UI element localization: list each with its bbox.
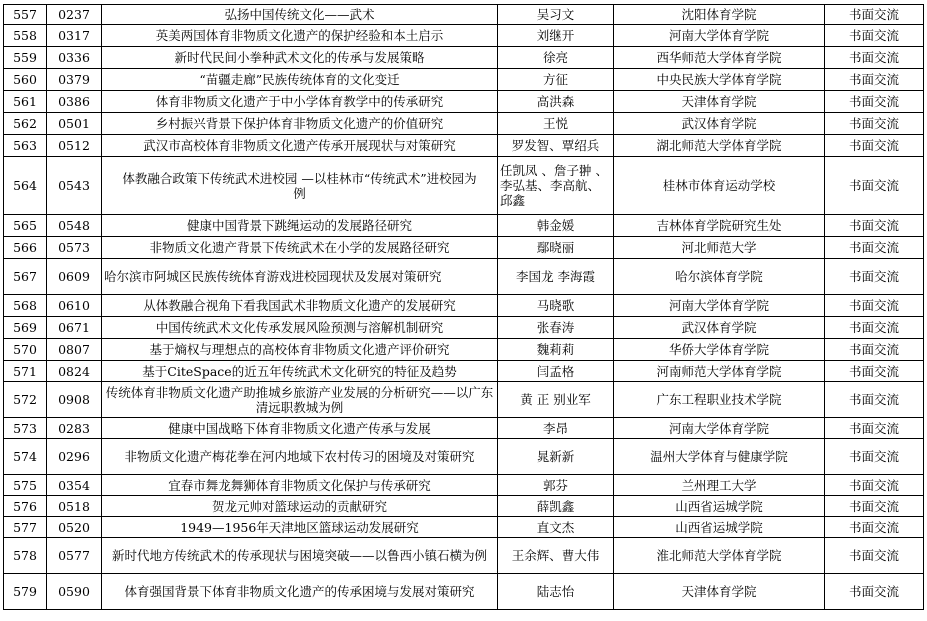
paper-title: 英美两国体育非物质文化遗产的保护经验和本土启示 — [102, 25, 498, 47]
paper-code: 0317 — [47, 25, 102, 47]
paper-author: 薛凯鑫 — [498, 496, 614, 517]
paper-code: 0577 — [47, 538, 102, 574]
row-number: 570 — [4, 339, 47, 361]
presentation-type: 书面交流 — [825, 5, 924, 25]
row-number: 558 — [4, 25, 47, 47]
paper-title: 非物质文化遗产梅花拳在河内地域下农村传习的困境及对策研究 — [102, 439, 498, 475]
paper-code: 0807 — [47, 339, 102, 361]
presentation-type: 书面交流 — [825, 361, 924, 382]
presentation-type: 书面交流 — [825, 157, 924, 215]
paper-author: 刘继开 — [498, 25, 614, 47]
paper-author: 高洪森 — [498, 91, 614, 113]
presentation-type: 书面交流 — [825, 259, 924, 295]
paper-title: 从体教融合视角下看我国武术非物质文化遗产的发展研究 — [102, 295, 498, 317]
paper-code: 0590 — [47, 574, 102, 610]
paper-code: 0548 — [47, 215, 102, 237]
paper-code: 0336 — [47, 47, 102, 69]
row-number: 566 — [4, 237, 47, 259]
table-row — [4, 91, 924, 113]
table-row — [4, 237, 924, 259]
presentation-type: 书面交流 — [825, 382, 924, 418]
presentation-type: 书面交流 — [825, 475, 924, 496]
paper-title: 弘扬中国传统文化——武术 — [102, 5, 498, 25]
paper-code: 0908 — [47, 382, 102, 418]
table-row — [4, 259, 924, 295]
row-number: 562 — [4, 113, 47, 135]
row-number: 561 — [4, 91, 47, 113]
table-row — [4, 215, 924, 237]
paper-author: 鄢晓丽 — [498, 237, 614, 259]
presentation-type: 书面交流 — [825, 574, 924, 610]
paper-code: 0610 — [47, 295, 102, 317]
presentation-type: 书面交流 — [825, 91, 924, 113]
author-unit: 河南大学体育学院 — [614, 295, 825, 317]
table-row — [4, 517, 924, 538]
paper-code: 0543 — [47, 157, 102, 215]
row-number: 559 — [4, 47, 47, 69]
row-number: 572 — [4, 382, 47, 418]
paper-title: 非物质文化遗产背景下传统武术在小学的发展路径研究 — [102, 237, 498, 259]
presentation-type: 书面交流 — [825, 339, 924, 361]
author-unit: 湖北师范大学体育学院 — [614, 135, 825, 157]
paper-title: 武汉市高校体育非物质文化遗产传承开展现状与对策研究 — [102, 135, 498, 157]
row-number: 576 — [4, 496, 47, 517]
presentation-type: 书面交流 — [825, 439, 924, 475]
row-number: 579 — [4, 574, 47, 610]
author-unit: 武汉体育学院 — [614, 317, 825, 339]
paper-code: 0518 — [47, 496, 102, 517]
paper-author: 吴习文 — [498, 5, 614, 25]
paper-title: 体教融合政策下传统武术进校园 —以桂林市“传统武术”进校园为例 — [102, 157, 498, 215]
table-row — [4, 418, 924, 439]
paper-title: 贺龙元帅对篮球运动的贡献研究 — [102, 496, 498, 517]
paper-author: 韩金媛 — [498, 215, 614, 237]
paper-code: 0609 — [47, 259, 102, 295]
row-number: 569 — [4, 317, 47, 339]
paper-title: 健康中国战略下体育非物质文化遗产传承与发展 — [102, 418, 498, 439]
paper-code: 0512 — [47, 135, 102, 157]
author-unit: 河南大学体育学院 — [614, 25, 825, 47]
paper-title: 乡村振兴背景下保护体育非物质文化遗产的价值研究 — [102, 113, 498, 135]
paper-list-table — [3, 4, 924, 610]
paper-title: 1949—1956年天津地区篮球运动发展研究 — [102, 517, 498, 538]
table-row — [4, 157, 924, 215]
row-number: 560 — [4, 69, 47, 91]
table-row — [4, 113, 924, 135]
table-row — [4, 574, 924, 610]
author-unit: 温州大学体育与健康学院 — [614, 439, 825, 475]
row-number: 577 — [4, 517, 47, 538]
presentation-type: 书面交流 — [825, 69, 924, 91]
table-row — [4, 5, 924, 25]
paper-title: 中国传统武术文化传承发展风险预测与溶解机制研究 — [102, 317, 498, 339]
paper-title: 体育非物质文化遗产于中小学体育教学中的传承研究 — [102, 91, 498, 113]
paper-author: 闫孟格 — [498, 361, 614, 382]
presentation-type: 书面交流 — [825, 215, 924, 237]
author-unit: 天津体育学院 — [614, 574, 825, 610]
paper-title: 新时代地方传统武术的传承现状与困境突破——以鲁西小镇石横为例 — [102, 538, 498, 574]
paper-title: “苗疆走廊”民族传统体育的文化变迁 — [102, 69, 498, 91]
paper-code: 0501 — [47, 113, 102, 135]
presentation-type: 书面交流 — [825, 418, 924, 439]
paper-code: 0671 — [47, 317, 102, 339]
author-unit: 山西省运城学院 — [614, 496, 825, 517]
paper-author: 徐亮 — [498, 47, 614, 69]
author-unit: 西华师范大学体育学院 — [614, 47, 825, 69]
paper-code: 0824 — [47, 361, 102, 382]
table-row — [4, 25, 924, 47]
paper-code: 0573 — [47, 237, 102, 259]
table-row — [4, 382, 924, 418]
table-row — [4, 47, 924, 69]
presentation-type: 书面交流 — [825, 47, 924, 69]
paper-author: 黄 正 别业军 — [498, 382, 614, 418]
table-row — [4, 475, 924, 496]
table-row — [4, 295, 924, 317]
table-row — [4, 496, 924, 517]
presentation-type: 书面交流 — [825, 496, 924, 517]
paper-title: 体育强国背景下体育非物质文化遗产的传承困境与发展对策研究 — [102, 574, 498, 610]
paper-title: 哈尔滨市阿城区民族传统体育游戏进校园现状及发展对策研究 — [102, 259, 498, 295]
paper-author: 李国龙 李海霞 — [498, 259, 614, 295]
author-unit: 河南师范大学体育学院 — [614, 361, 825, 382]
row-number: 564 — [4, 157, 47, 215]
row-number: 578 — [4, 538, 47, 574]
paper-author: 魏莉莉 — [498, 339, 614, 361]
table-row — [4, 439, 924, 475]
table-row — [4, 339, 924, 361]
presentation-type: 书面交流 — [825, 295, 924, 317]
paper-author: 王余辉、曹大伟 — [498, 538, 614, 574]
row-number: 573 — [4, 418, 47, 439]
paper-author: 直文杰 — [498, 517, 614, 538]
author-unit: 武汉体育学院 — [614, 113, 825, 135]
author-unit: 哈尔滨体育学院 — [614, 259, 825, 295]
table-row — [4, 538, 924, 574]
row-number: 571 — [4, 361, 47, 382]
paper-author: 任凯凤 、詹子翀 、李弘基、李高航、 邱鑫 — [498, 157, 614, 215]
row-number: 557 — [4, 5, 47, 25]
author-unit: 淮北师范大学体育学院 — [614, 538, 825, 574]
paper-code: 0237 — [47, 5, 102, 25]
row-number: 563 — [4, 135, 47, 157]
table-row — [4, 69, 924, 91]
row-number: 568 — [4, 295, 47, 317]
paper-code: 0296 — [47, 439, 102, 475]
paper-title: 宜春市舞龙舞狮体育非物质文化保护与传承研究 — [102, 475, 498, 496]
paper-title: 传统体育非物质文化遗产助推城乡旅游产业发展的分析研究——以广东清远职教城为例 — [102, 382, 498, 418]
paper-code: 0379 — [47, 69, 102, 91]
paper-title: 新时代民间小拳种武术文化的传承与发展策略 — [102, 47, 498, 69]
author-unit: 河南大学体育学院 — [614, 418, 825, 439]
row-number: 574 — [4, 439, 47, 475]
presentation-type: 书面交流 — [825, 538, 924, 574]
author-unit: 吉林体育学院研究生处 — [614, 215, 825, 237]
author-unit: 广东工程职业技术学院 — [614, 382, 825, 418]
author-unit: 桂林市体育运动学校 — [614, 157, 825, 215]
paper-title: 健康中国背景下跳绳运动的发展路径研究 — [102, 215, 498, 237]
paper-author: 郭芬 — [498, 475, 614, 496]
presentation-type: 书面交流 — [825, 237, 924, 259]
paper-author: 马晓歌 — [498, 295, 614, 317]
row-number: 565 — [4, 215, 47, 237]
paper-author: 李昂 — [498, 418, 614, 439]
paper-author: 陆志怡 — [498, 574, 614, 610]
paper-title: 基于CiteSpace的近五年传统武术文化研究的特征及趋势 — [102, 361, 498, 382]
presentation-type: 书面交流 — [825, 135, 924, 157]
table-body — [4, 5, 924, 610]
paper-author: 罗发智、覃绍兵 — [498, 135, 614, 157]
row-number: 567 — [4, 259, 47, 295]
author-unit: 中央民族大学体育学院 — [614, 69, 825, 91]
paper-author: 张春涛 — [498, 317, 614, 339]
presentation-type: 书面交流 — [825, 317, 924, 339]
author-unit: 山西省运城学院 — [614, 517, 825, 538]
paper-title: 基于熵权与理想点的高校体育非物质文化遗产评价研究 — [102, 339, 498, 361]
author-unit: 天津体育学院 — [614, 91, 825, 113]
table-row — [4, 361, 924, 382]
author-unit: 华侨大学体育学院 — [614, 339, 825, 361]
paper-code: 0283 — [47, 418, 102, 439]
author-unit: 兰州理工大学 — [614, 475, 825, 496]
paper-code: 0520 — [47, 517, 102, 538]
table-row — [4, 317, 924, 339]
author-unit: 河北师范大学 — [614, 237, 825, 259]
presentation-type: 书面交流 — [825, 113, 924, 135]
row-number: 575 — [4, 475, 47, 496]
paper-author: 王悦 — [498, 113, 614, 135]
paper-author: 晁新新 — [498, 439, 614, 475]
table-row — [4, 135, 924, 157]
presentation-type: 书面交流 — [825, 25, 924, 47]
paper-code: 0386 — [47, 91, 102, 113]
presentation-type: 书面交流 — [825, 517, 924, 538]
paper-author: 方征 — [498, 69, 614, 91]
author-unit: 沈阳体育学院 — [614, 5, 825, 25]
paper-code: 0354 — [47, 475, 102, 496]
